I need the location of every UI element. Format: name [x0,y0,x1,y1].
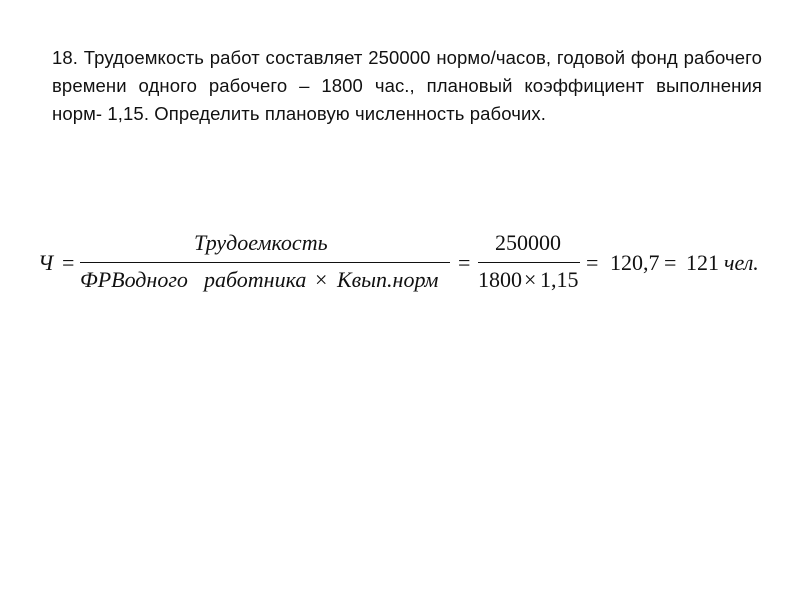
result-rounded: 121 [686,250,719,275]
fraction-1-denominator-frv: ФРВодного [80,267,188,292]
formula-equals-3: = [586,250,599,275]
result-unit: чел. [724,250,759,275]
problem-statement: 18. Трудоемкость работ составляет 250000 нормо/часов, годовой фонд рабочего времени одного рабочего – 1800 час., плановый коэффициент выполнения норм- 1,15. Определить плановую численность рабочих. [52,47,762,124]
fraction-1-numerator: Трудоемкость [194,230,328,255]
formula-lhs: Ч [38,250,54,275]
fraction-2-times: × [524,267,537,292]
formula-equals-2: = [458,250,471,275]
fraction-1-denominator-worker: работника [204,267,307,292]
fraction-1-bar [80,262,450,263]
fraction-2-bar [478,262,580,263]
fraction-2-denominator-hours: 1800 [478,267,522,292]
formula-equals-1: = [62,250,75,275]
fraction-1-times: × [315,267,328,292]
fraction-1-denominator-coef: Квып.норм [337,267,439,292]
fraction-2-numerator: 250000 [495,230,561,255]
formula [34,222,774,312]
fraction-2-denominator-coef: 1,15 [540,267,579,292]
result-raw: 120,7 [610,250,660,275]
formula-equals-4: = [664,250,677,275]
